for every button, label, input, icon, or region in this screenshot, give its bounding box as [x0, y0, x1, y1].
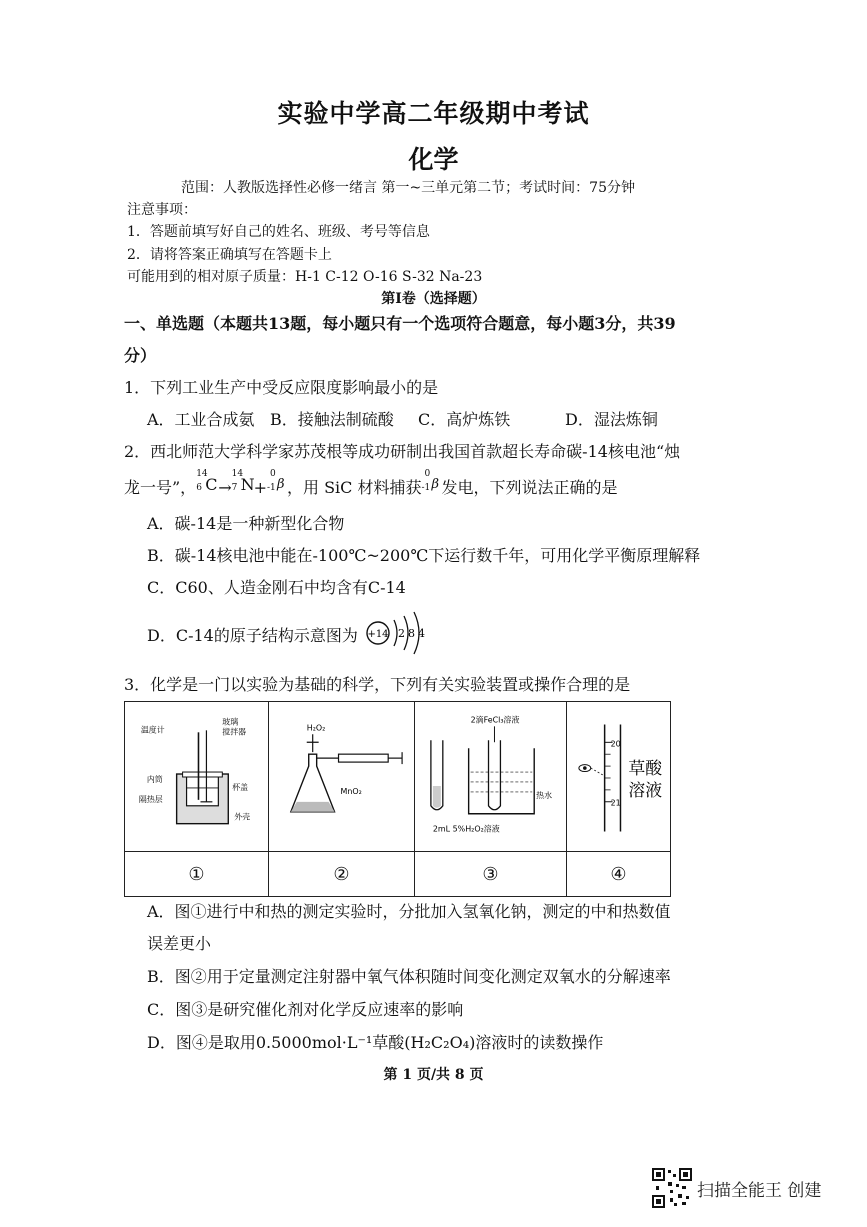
- shell-arc-1: [394, 620, 397, 646]
- catalyst-comparison-diagram: [415, 702, 566, 851]
- q2-option-a: A．碳-14是一种新型化合物: [147, 514, 345, 533]
- q1-option-b: B．接触法制硫酸: [270, 410, 394, 429]
- nucleus-charge: +14: [367, 629, 389, 640]
- svg-text:H₂O₂: H₂O₂: [306, 723, 326, 733]
- q2-stem-line2: [124, 469, 618, 498]
- q2-option-d: D．C-14的原子结构示意图为: [147, 626, 358, 645]
- svg-text:MnO₂: MnO₂: [340, 786, 362, 796]
- q2-option-c: C．C60、人造金刚石中均含有C-14: [147, 578, 406, 597]
- svg-text:搅拌器: 搅拌器: [222, 727, 247, 737]
- carbon-14-nuclide: 14 6 C: [196, 469, 218, 494]
- svg-text:内筒: 内筒: [146, 774, 163, 784]
- q2-line2-mid: ，用 SiC 材料捕获: [287, 478, 422, 497]
- part1-heading-line1: 一、单选题（本题共13题，每小题只有一个选项符合题意，每小题3分，共39: [124, 314, 676, 333]
- figure-3-cell: [415, 702, 567, 852]
- q1-stem: 1．下列工业生产中受反应限度影响最小的是: [124, 378, 439, 397]
- q1-option-d: D．湿法炼铜: [565, 410, 658, 429]
- q2-stem-line1: 2．西北师范大学科学家苏茂根等成功研制出我国首款超长寿命碳-14核电池“烛: [124, 442, 681, 461]
- svg-text:2mL 5%H₂O₂溶液: 2mL 5%H₂O₂溶液: [432, 824, 500, 834]
- page-number: 第 1 页/共 8 页: [383, 1067, 484, 1083]
- q3-stem: 3．化学是一门以实验为基础的科学，下列有关实验装置或操作合理的是: [124, 675, 631, 694]
- volume-heading: 第Ⅰ卷（选择题）: [381, 291, 486, 307]
- svg-text:热水: 热水: [536, 790, 553, 800]
- scanner-watermark: 扫描全能王 创建: [697, 1181, 822, 1201]
- syringe-flask-diagram: [269, 702, 414, 851]
- shell-electrons-1: 2: [398, 627, 405, 640]
- q2-line2-suffix: 发电，下列说法正确的是: [441, 478, 618, 497]
- svg-text:溶液: 溶液: [628, 779, 663, 800]
- q3-option-a-line1: A．图①进行中和热的测定实验时，分批加入氢氧化钠，测定的中和热数值: [147, 902, 671, 921]
- svg-text:21: 21: [610, 798, 621, 808]
- beta-particle: 0 -1 β: [267, 469, 285, 493]
- reaction-arrow: →: [218, 478, 232, 497]
- figure-3-number: ③: [415, 852, 567, 897]
- burette-reading-diagram: [567, 702, 670, 851]
- figure-1-number: ①: [125, 852, 269, 897]
- svg-text:20: 20: [610, 739, 621, 749]
- shell-electrons-2: 8: [408, 627, 415, 640]
- svg-text:杯盖: 杯盖: [232, 782, 249, 792]
- q2-line2-prefix: 龙一号”，: [124, 478, 197, 497]
- notice-1: 1．答题前填写好自己的姓名、班级、考号等信息: [127, 224, 430, 240]
- q3-option-b: B．图②用于定量测定注射器中氧气体积随时间变化测定双氧水的分解速率: [147, 967, 671, 986]
- figure-1-cell: [125, 702, 269, 852]
- calorimeter-diagram: [125, 702, 268, 851]
- atomic-mass-line: 可能用到的相对原子质量：H-1 C-12 O-16 S-32 Na-23: [127, 269, 483, 285]
- q3-option-c: C．图③是研究催化剂对化学反应速率的影响: [147, 1000, 464, 1019]
- q3-option-d: D．图④是取用0.5000mol·L⁻¹草酸(H₂C₂O₄)溶液时的读数操作: [147, 1033, 604, 1052]
- q1-option-c: C．高炉炼铁: [418, 410, 511, 429]
- experiment-figure-table: [124, 701, 671, 897]
- exam-title: 实验中学高二年级期中考试: [277, 99, 590, 128]
- notice-title: 注意事项：: [127, 202, 197, 218]
- figure-4-cell: [567, 702, 671, 852]
- svg-text:玻璃: 玻璃: [222, 717, 239, 727]
- nitrogen-14-nuclide: 14 7 N: [231, 469, 255, 494]
- figure-4-number: ④: [567, 852, 671, 897]
- svg-text:外壳: 外壳: [234, 812, 251, 822]
- svg-text:温度计: 温度计: [140, 725, 165, 735]
- svg-text:隔热层: 隔热层: [138, 794, 163, 804]
- beta-particle-2: 0 -1 β: [421, 469, 440, 493]
- q3-option-a-line2: 误差更小: [147, 934, 212, 953]
- svg-text:2滴FeCl₃溶液: 2滴FeCl₃溶液: [470, 715, 520, 725]
- q2-option-b: B．碳-14核电池中能在-100℃~200℃下运行数千年，可用化学平衡原理解释: [147, 546, 701, 565]
- atom-structure-diagram: [364, 606, 434, 660]
- qr-code-icon: [652, 1168, 692, 1208]
- subject-title: 化学: [408, 145, 459, 174]
- figure-2-cell: [269, 702, 415, 852]
- part1-heading-line2: 分）: [124, 346, 157, 365]
- plus-sign: +: [253, 478, 267, 497]
- notice-2: 2．请将答案正确填写在答题卡上: [127, 247, 332, 263]
- exam-scope: 范围：人教版选择性必修一绪言 第一~三单元第二节；考试时间：75分钟: [181, 180, 635, 196]
- shell-electrons-3: 4: [418, 627, 425, 640]
- q1-option-a: A．工业合成氨: [147, 410, 255, 429]
- svg-text:草酸: 草酸: [628, 758, 663, 779]
- figure-2-number: ②: [269, 852, 415, 897]
